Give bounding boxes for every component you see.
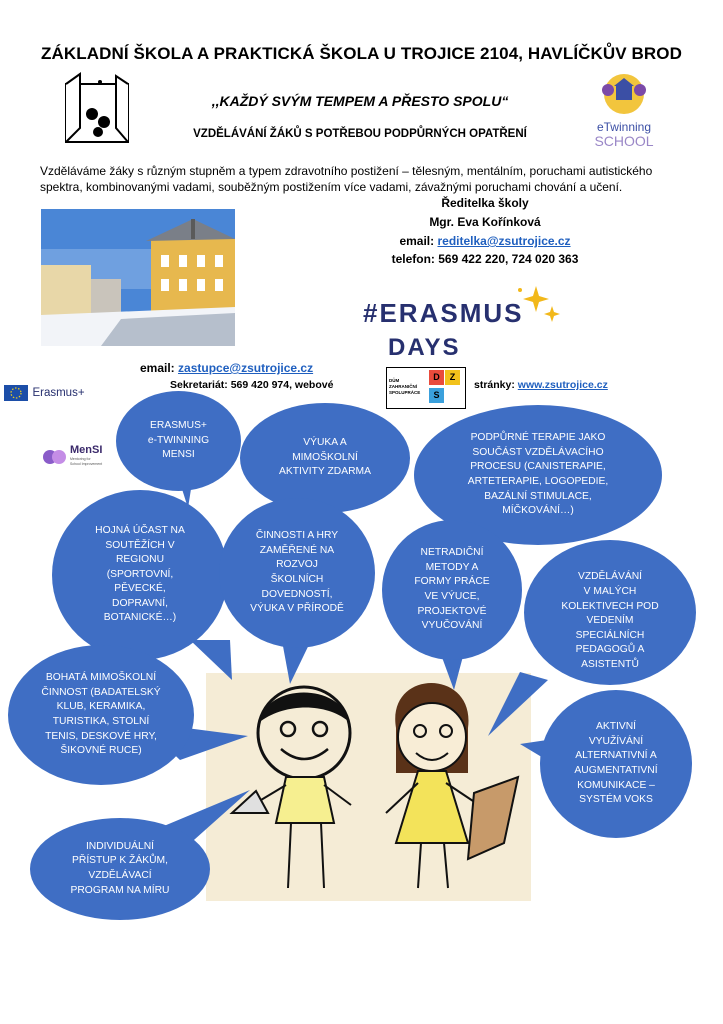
secretariat-line: Sekretariát: 569 420 974, webové: [170, 379, 334, 391]
bubble-line: FORMY PRÁCE: [414, 576, 490, 588]
bubble-line: PROCESU (CANISTERAPIE,: [470, 461, 606, 473]
bubble-line: VZDĚLÁVÁNÍ: [577, 571, 643, 583]
dzs-text-2: ZAHRANIČNÍ: [389, 384, 417, 389]
erasmus-days-text: DAYS: [388, 334, 461, 361]
deputy-email-link[interactable]: zastupce@zsutrojice.cz: [178, 361, 314, 375]
bubble-line: BOTANICKÉ…): [103, 612, 177, 624]
bubble-line: TURISTIKA, STOLNÍ: [52, 716, 150, 727]
bubble-line: VÝUKA A: [303, 437, 347, 449]
intro-paragraph: Vzděláváme žáky s různým stupněm a typem zdravotního postižení – tělesným, mentálním, poruchami autistického spektra, kombinovanými vadami, souběžným postižením více vadami, závažnými poruchami chování a učení.: [40, 164, 653, 194]
director-email-label: email:: [399, 234, 435, 248]
bubble-free-activities: [240, 403, 410, 513]
bubble-line: PROJEKTOVÉ: [417, 605, 487, 617]
etwinning-text: eTwinning: [596, 120, 652, 134]
bubble-line: KOLEKTIVECH POD: [561, 600, 659, 612]
bubble-extracurricular: [8, 645, 194, 785]
mensi-text: MenSI: [70, 444, 103, 456]
bubble-line: ŠKOLNÍCH: [270, 574, 324, 585]
bubble-line: BOHATÁ MIMOŠKOLNÍ: [45, 672, 157, 684]
bubble-line: KOMUNIKACE –: [577, 779, 655, 791]
bubble-line: NETRADIČNÍ: [420, 547, 484, 559]
bubble-small-groups: [524, 540, 696, 685]
bubble-methods: [382, 520, 522, 660]
school-motto: ,,KAŽDÝ SVÝM TEMPEM A PŘESTO SPOLU“: [211, 93, 509, 109]
web-label: stránky:: [474, 379, 515, 391]
bubble-line: MENSI: [162, 449, 195, 461]
bubble-line: KLUB, KERAMIKA,: [56, 701, 146, 713]
director-name: Mgr. Eva Kořínková: [429, 215, 541, 229]
erasmus-plus-text: Erasmus+: [32, 386, 85, 399]
bubble-line: ČINNOSTI A HRY: [255, 530, 339, 542]
dzs-letter-z: Z: [445, 370, 460, 385]
bubble-line: ERASMUS+: [150, 420, 207, 432]
school-title: ZÁKLADNÍ ŠKOLA A PRAKTICKÁ ŠKOLA U TROJICE 2104, HAVLÍČKŮV BROD: [40, 44, 682, 63]
dzs-text-3: SPOLUPRÁCE: [389, 390, 421, 395]
mensi-sub-2: School Improvement: [70, 461, 103, 466]
bubble-line: PŘÍSTUP K ŽÁKŮM,: [72, 855, 168, 867]
dzs-letter-s: S: [429, 388, 444, 403]
bubble-school-skills: [219, 498, 375, 648]
bubble-erasmus: [116, 391, 241, 491]
bubble-line: MIMOŠKOLNÍ: [292, 451, 358, 463]
bubble-line: INDIVIDUÁLNÍ: [85, 840, 155, 852]
bubble-line: SPECIÁLNÍCH: [575, 629, 645, 641]
bubble-competitions: [52, 490, 228, 660]
bubble-line: HOJNÁ ÚČAST NA: [95, 524, 185, 536]
bubble-line: VYUŽÍVÁNÍ: [588, 735, 644, 747]
bubble-line: AUGMENTATIVNÍ: [574, 765, 658, 776]
bubble-line: ŠIKOVNÉ RUCE): [60, 745, 142, 757]
dzs-letter-d: D: [429, 370, 444, 385]
bubble-aac: [540, 690, 692, 838]
etwinning-school-text: SCHOOL: [594, 133, 654, 149]
bubble-line: ARTETERAPIE, LOGOPEDIE,: [467, 476, 609, 487]
bubble-line: VZDĚLÁVACÍ: [88, 870, 152, 881]
bubble-line: VEDENÍM: [586, 615, 634, 627]
mensi-sub-1: Mentoring for: [70, 457, 91, 461]
bubble-line: ČINNOST (BADATELSKÝ: [41, 686, 161, 698]
bubble-line: REGIONU: [115, 554, 165, 566]
bubble-line: AKTIVITY ZDARMA: [279, 466, 371, 478]
bubble-line: BAZÁLNÍ STIMULACE,: [484, 490, 592, 502]
bubble-line: SOUČÁST VZDĚLÁVACÍHO: [472, 446, 604, 458]
director-heading: Ředitelka školy: [441, 196, 529, 210]
bubble-line: DOVEDNOSTÍ,: [261, 588, 333, 600]
bubble-line: SYSTÉM VOKS: [579, 794, 653, 806]
bubble-line: PROGRAM NA MÍRU: [70, 884, 170, 896]
bubble-individual: [30, 818, 210, 920]
bubble-line: TENIS, DESKOVÉ HRY,: [45, 730, 157, 742]
bubble-line: VE VÝUCE,: [424, 591, 480, 602]
bubble-line: VÝUKA V PŘÍRODĚ: [250, 603, 344, 615]
web-link[interactable]: www.zsutrojice.cz: [517, 379, 608, 391]
bubble-line: ASISTENTŮ: [581, 658, 639, 670]
bubble-line: VYUČOVÁNÍ: [421, 620, 483, 632]
bubble-line: PEDAGOGŮ A: [575, 644, 645, 656]
bubble-line: ROZVOJ: [276, 559, 318, 571]
bubble-line: AKTIVNÍ: [595, 721, 637, 733]
bubble-line: METODY A: [425, 561, 479, 573]
bubble-line: SOUTĚŽÍCH V: [105, 539, 175, 551]
director-email-link[interactable]: reditelka@zsutrojice.cz: [437, 234, 571, 248]
director-phone: telefon: 569 422 220, 724 020 363: [391, 252, 579, 266]
bubble-line: e-TWINNING: [147, 434, 210, 446]
bubble-line: ALTERNATIVNÍ A: [575, 750, 657, 762]
dzs-text-1: DŮM: [389, 378, 400, 383]
bubble-line: DOPRAVNÍ,: [112, 597, 168, 609]
bubble-line: MÍČKOVÁNÍ…): [502, 505, 574, 517]
page-subtitle: VZDĚLÁVÁNÍ ŽÁKŮ S POTŘEBOU PODPŮRNÝCH OPATŘENÍ: [193, 128, 527, 140]
bubble-line: PĚVECKÉ,: [114, 583, 166, 595]
bubble-line: PODPŮRNÉ TERAPIE JAKO: [470, 432, 606, 444]
deputy-email-label: email:: [140, 361, 175, 375]
bubble-line: V MALÝCH: [583, 586, 637, 598]
bubble-line: ZAMĚŘENÉ NA: [259, 544, 335, 556]
bubble-line: (SPORTOVNÍ,: [106, 568, 174, 580]
erasmus-days-hashtag: #ERASMUS: [363, 298, 524, 328]
